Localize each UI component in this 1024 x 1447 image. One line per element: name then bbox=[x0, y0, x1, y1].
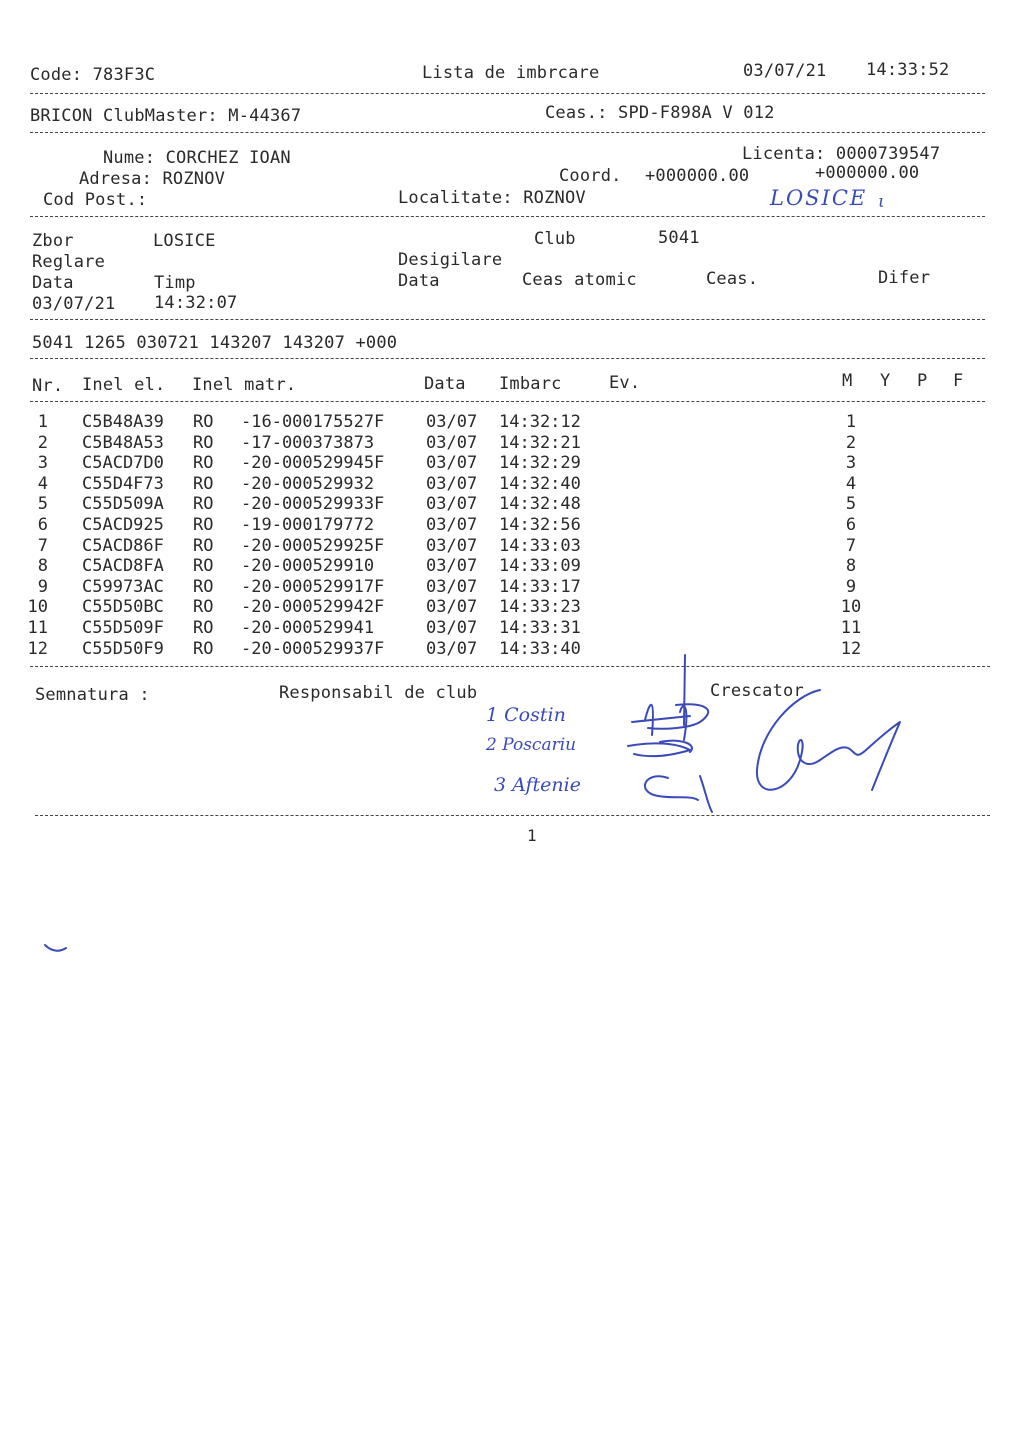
cell-inel-matr: -16-000175527F bbox=[241, 412, 385, 432]
setting-date-label: Data bbox=[32, 273, 74, 293]
handwritten-location-note: LOSICE bbox=[770, 186, 868, 210]
breeder-label: Crescator bbox=[710, 681, 804, 701]
code-label: Code: 783F3C bbox=[30, 65, 156, 85]
cell-data: 03/07 bbox=[426, 618, 478, 638]
cell-data: 03/07 bbox=[426, 597, 478, 618]
divider bbox=[35, 815, 990, 816]
cell-imbarc: 14:33:03 bbox=[499, 535, 581, 556]
cell-inel-el: C55D50BC bbox=[82, 597, 164, 618]
cell-inel-el: C59973AC bbox=[82, 576, 164, 597]
col-header-inel-matr: Inel matr. bbox=[192, 375, 297, 395]
cell-data: 03/07 bbox=[426, 515, 478, 535]
cell-nr: 10 bbox=[27, 597, 48, 618]
cell-data: 03/07 bbox=[426, 494, 478, 515]
license-number: Licenta: 0000739547 bbox=[742, 144, 941, 164]
cell-data: 03/07 bbox=[426, 432, 478, 453]
cell-nr: 3 bbox=[37, 453, 48, 474]
cell-country: RO bbox=[193, 638, 214, 659]
cell-country: RO bbox=[193, 515, 214, 535]
owner-name: Nume: CORCHEZ IOAN bbox=[103, 148, 291, 168]
cell-country: RO bbox=[193, 473, 214, 494]
cell-m: 8 bbox=[845, 556, 857, 577]
cell-nr: 5 bbox=[37, 494, 48, 515]
cell-m: 9 bbox=[845, 576, 857, 597]
cell-inel-matr: -20-000529942F bbox=[241, 597, 385, 618]
cell-country: RO bbox=[193, 597, 214, 618]
cell-inel-matr: -20-000529910 bbox=[241, 556, 375, 577]
atomic-clock-label: Ceas atomic bbox=[522, 270, 637, 290]
cell-inel-matr: -20-000529932 bbox=[241, 473, 375, 494]
col-header-f: F bbox=[953, 371, 964, 391]
cell-data: 03/07 bbox=[426, 473, 478, 494]
col-header-ev: Ev. bbox=[609, 373, 641, 393]
cell-imbarc: 14:32:48 bbox=[499, 494, 581, 515]
setting-time-label: Timp bbox=[154, 273, 196, 293]
cell-imbarc: 14:32:40 bbox=[499, 473, 581, 494]
cell-inel-el: C55D509A bbox=[82, 494, 164, 515]
flight-label: Zbor bbox=[32, 231, 74, 251]
cell-country: RO bbox=[193, 556, 214, 577]
cell-imbarc: 14:33:23 bbox=[499, 597, 581, 618]
cell-nr: 1 bbox=[37, 412, 48, 432]
setting-time: 14:32:07 bbox=[154, 293, 238, 313]
col-header-inel-el: Inel el. bbox=[82, 375, 166, 395]
signature-label: Semnatura : bbox=[35, 685, 150, 705]
club-stamp-line bbox=[684, 655, 685, 725]
cell-country: RO bbox=[193, 535, 214, 556]
club-number: 5041 bbox=[658, 228, 700, 248]
print-date: 03/07/21 bbox=[743, 61, 827, 81]
cell-data: 03/07 bbox=[426, 535, 478, 556]
signature-3 bbox=[645, 776, 712, 812]
clock-label: Ceas. bbox=[706, 269, 759, 289]
clock-id: Ceas.: SPD-F898A V 012 bbox=[545, 103, 775, 123]
clubmaster-id: BRICON ClubMaster: M-44367 bbox=[30, 106, 302, 126]
cell-m: 5 bbox=[845, 494, 857, 515]
handwritten-name-1: 1 Costin bbox=[486, 704, 566, 726]
cell-data: 03/07 bbox=[426, 453, 478, 474]
cell-country: RO bbox=[193, 494, 214, 515]
cell-imbarc: 14:32:21 bbox=[499, 432, 581, 453]
cell-nr: 2 bbox=[37, 432, 48, 453]
cell-country: RO bbox=[193, 576, 214, 597]
cell-m: 2 bbox=[845, 432, 857, 453]
cell-m: 3 bbox=[845, 453, 857, 474]
handwritten-mark: ι bbox=[878, 192, 885, 212]
cell-country: RO bbox=[193, 618, 214, 638]
breeder-signature bbox=[757, 690, 900, 790]
cell-imbarc: 14:32:56 bbox=[499, 515, 581, 535]
cell-imbarc: 14:32:12 bbox=[499, 412, 581, 432]
setting-date: 03/07/21 bbox=[32, 294, 116, 314]
cell-m: 11 bbox=[840, 618, 862, 638]
signature-2 bbox=[628, 741, 692, 756]
col-header-m: M bbox=[842, 371, 853, 391]
cell-m: 12 bbox=[840, 638, 862, 659]
cell-inel-el: C55D4F73 bbox=[82, 473, 164, 494]
cell-inel-el: C5ACD86F bbox=[82, 535, 164, 556]
coord-value-2: +000000.00 bbox=[815, 163, 920, 183]
cell-imbarc: 14:33:09 bbox=[499, 556, 581, 577]
cell-m: 4 bbox=[845, 473, 857, 494]
cell-nr: 12 bbox=[27, 638, 48, 659]
cell-inel-matr: -20-000529937F bbox=[241, 638, 385, 659]
signature-1 bbox=[632, 704, 708, 740]
unsealing-date-label: Data bbox=[398, 271, 440, 291]
cell-nr: 4 bbox=[37, 473, 48, 494]
cell-data: 03/07 bbox=[426, 556, 478, 577]
col-header-imbarc: Imbarc bbox=[499, 374, 562, 394]
col-header-nr: Nr. bbox=[32, 376, 64, 396]
page-number: 1 bbox=[527, 826, 537, 845]
cell-inel-el: C5ACD7D0 bbox=[82, 453, 164, 474]
cell-country: RO bbox=[193, 432, 214, 453]
cell-m: 6 bbox=[845, 515, 857, 535]
setting-label: Reglare bbox=[32, 252, 106, 272]
flight-location: LOSICE bbox=[153, 231, 216, 251]
cell-data: 03/07 bbox=[426, 412, 478, 432]
cell-data: 03/07 bbox=[426, 576, 478, 597]
cell-inel-el: C5B48A39 bbox=[82, 412, 164, 432]
cell-inel-matr: -20-000529925F bbox=[241, 535, 385, 556]
document-title: Lista de imbrcare bbox=[422, 63, 600, 83]
cell-m: 10 bbox=[840, 597, 862, 618]
cell-nr: 7 bbox=[37, 535, 48, 556]
unsealing-label: Desigilare bbox=[398, 250, 503, 270]
cell-nr: 11 bbox=[27, 618, 48, 638]
cell-imbarc: 14:32:29 bbox=[499, 453, 581, 474]
col-header-y: Y bbox=[880, 371, 891, 391]
col-header-data: Data bbox=[424, 374, 466, 394]
owner-address: Adresa: ROZNOV bbox=[79, 169, 226, 189]
cell-inel-matr: -20-000529945F bbox=[241, 453, 385, 474]
print-time: 14:33:52 bbox=[866, 60, 950, 80]
cell-inel-matr: -17-000373873 bbox=[241, 432, 375, 453]
club-label: Club bbox=[534, 229, 576, 249]
cell-inel-el: C5B48A53 bbox=[82, 432, 164, 453]
cell-inel-el: C55D50F9 bbox=[82, 638, 164, 659]
coord-label: Coord. bbox=[559, 166, 622, 186]
club-responsible-label: Responsabil de club bbox=[279, 683, 478, 703]
cell-imbarc: 14:33:40 bbox=[499, 638, 581, 659]
cell-m: 1 bbox=[845, 412, 857, 432]
coord-value-1: +000000.00 bbox=[645, 166, 750, 186]
handwritten-name-2: 2 Poscariu bbox=[486, 735, 577, 755]
cell-nr: 6 bbox=[37, 515, 48, 535]
cell-nr: 8 bbox=[37, 556, 48, 577]
cell-inel-matr: -19-000179772 bbox=[241, 515, 375, 535]
cell-nr: 9 bbox=[37, 576, 48, 597]
col-header-p: P bbox=[917, 371, 928, 391]
cell-inel-matr: -20-000529941 bbox=[241, 618, 375, 638]
cell-inel-el: C5ACD925 bbox=[82, 515, 164, 535]
difference-label: Difer bbox=[878, 268, 931, 288]
cell-inel-matr: -20-000529933F bbox=[241, 494, 385, 515]
cell-country: RO bbox=[193, 453, 214, 474]
cell-inel-matr: -20-000529917F bbox=[241, 576, 385, 597]
postal-code-label: Cod Post.: bbox=[43, 190, 148, 210]
locality: Localitate: ROZNOV bbox=[398, 188, 586, 208]
cell-inel-el: C5ACD8FA bbox=[82, 556, 164, 577]
cell-data: 03/07 bbox=[426, 638, 478, 659]
cell-m: 7 bbox=[845, 535, 857, 556]
cell-country: RO bbox=[193, 412, 214, 432]
cell-imbarc: 14:33:17 bbox=[499, 576, 581, 597]
cell-inel-el: C55D509F bbox=[82, 618, 164, 638]
handwritten-name-3: 3 Aftenie bbox=[494, 774, 581, 796]
clock-code-line: 5041 1265 030721 143207 143207 +000 bbox=[32, 333, 398, 353]
cell-imbarc: 14:33:31 bbox=[499, 618, 581, 638]
